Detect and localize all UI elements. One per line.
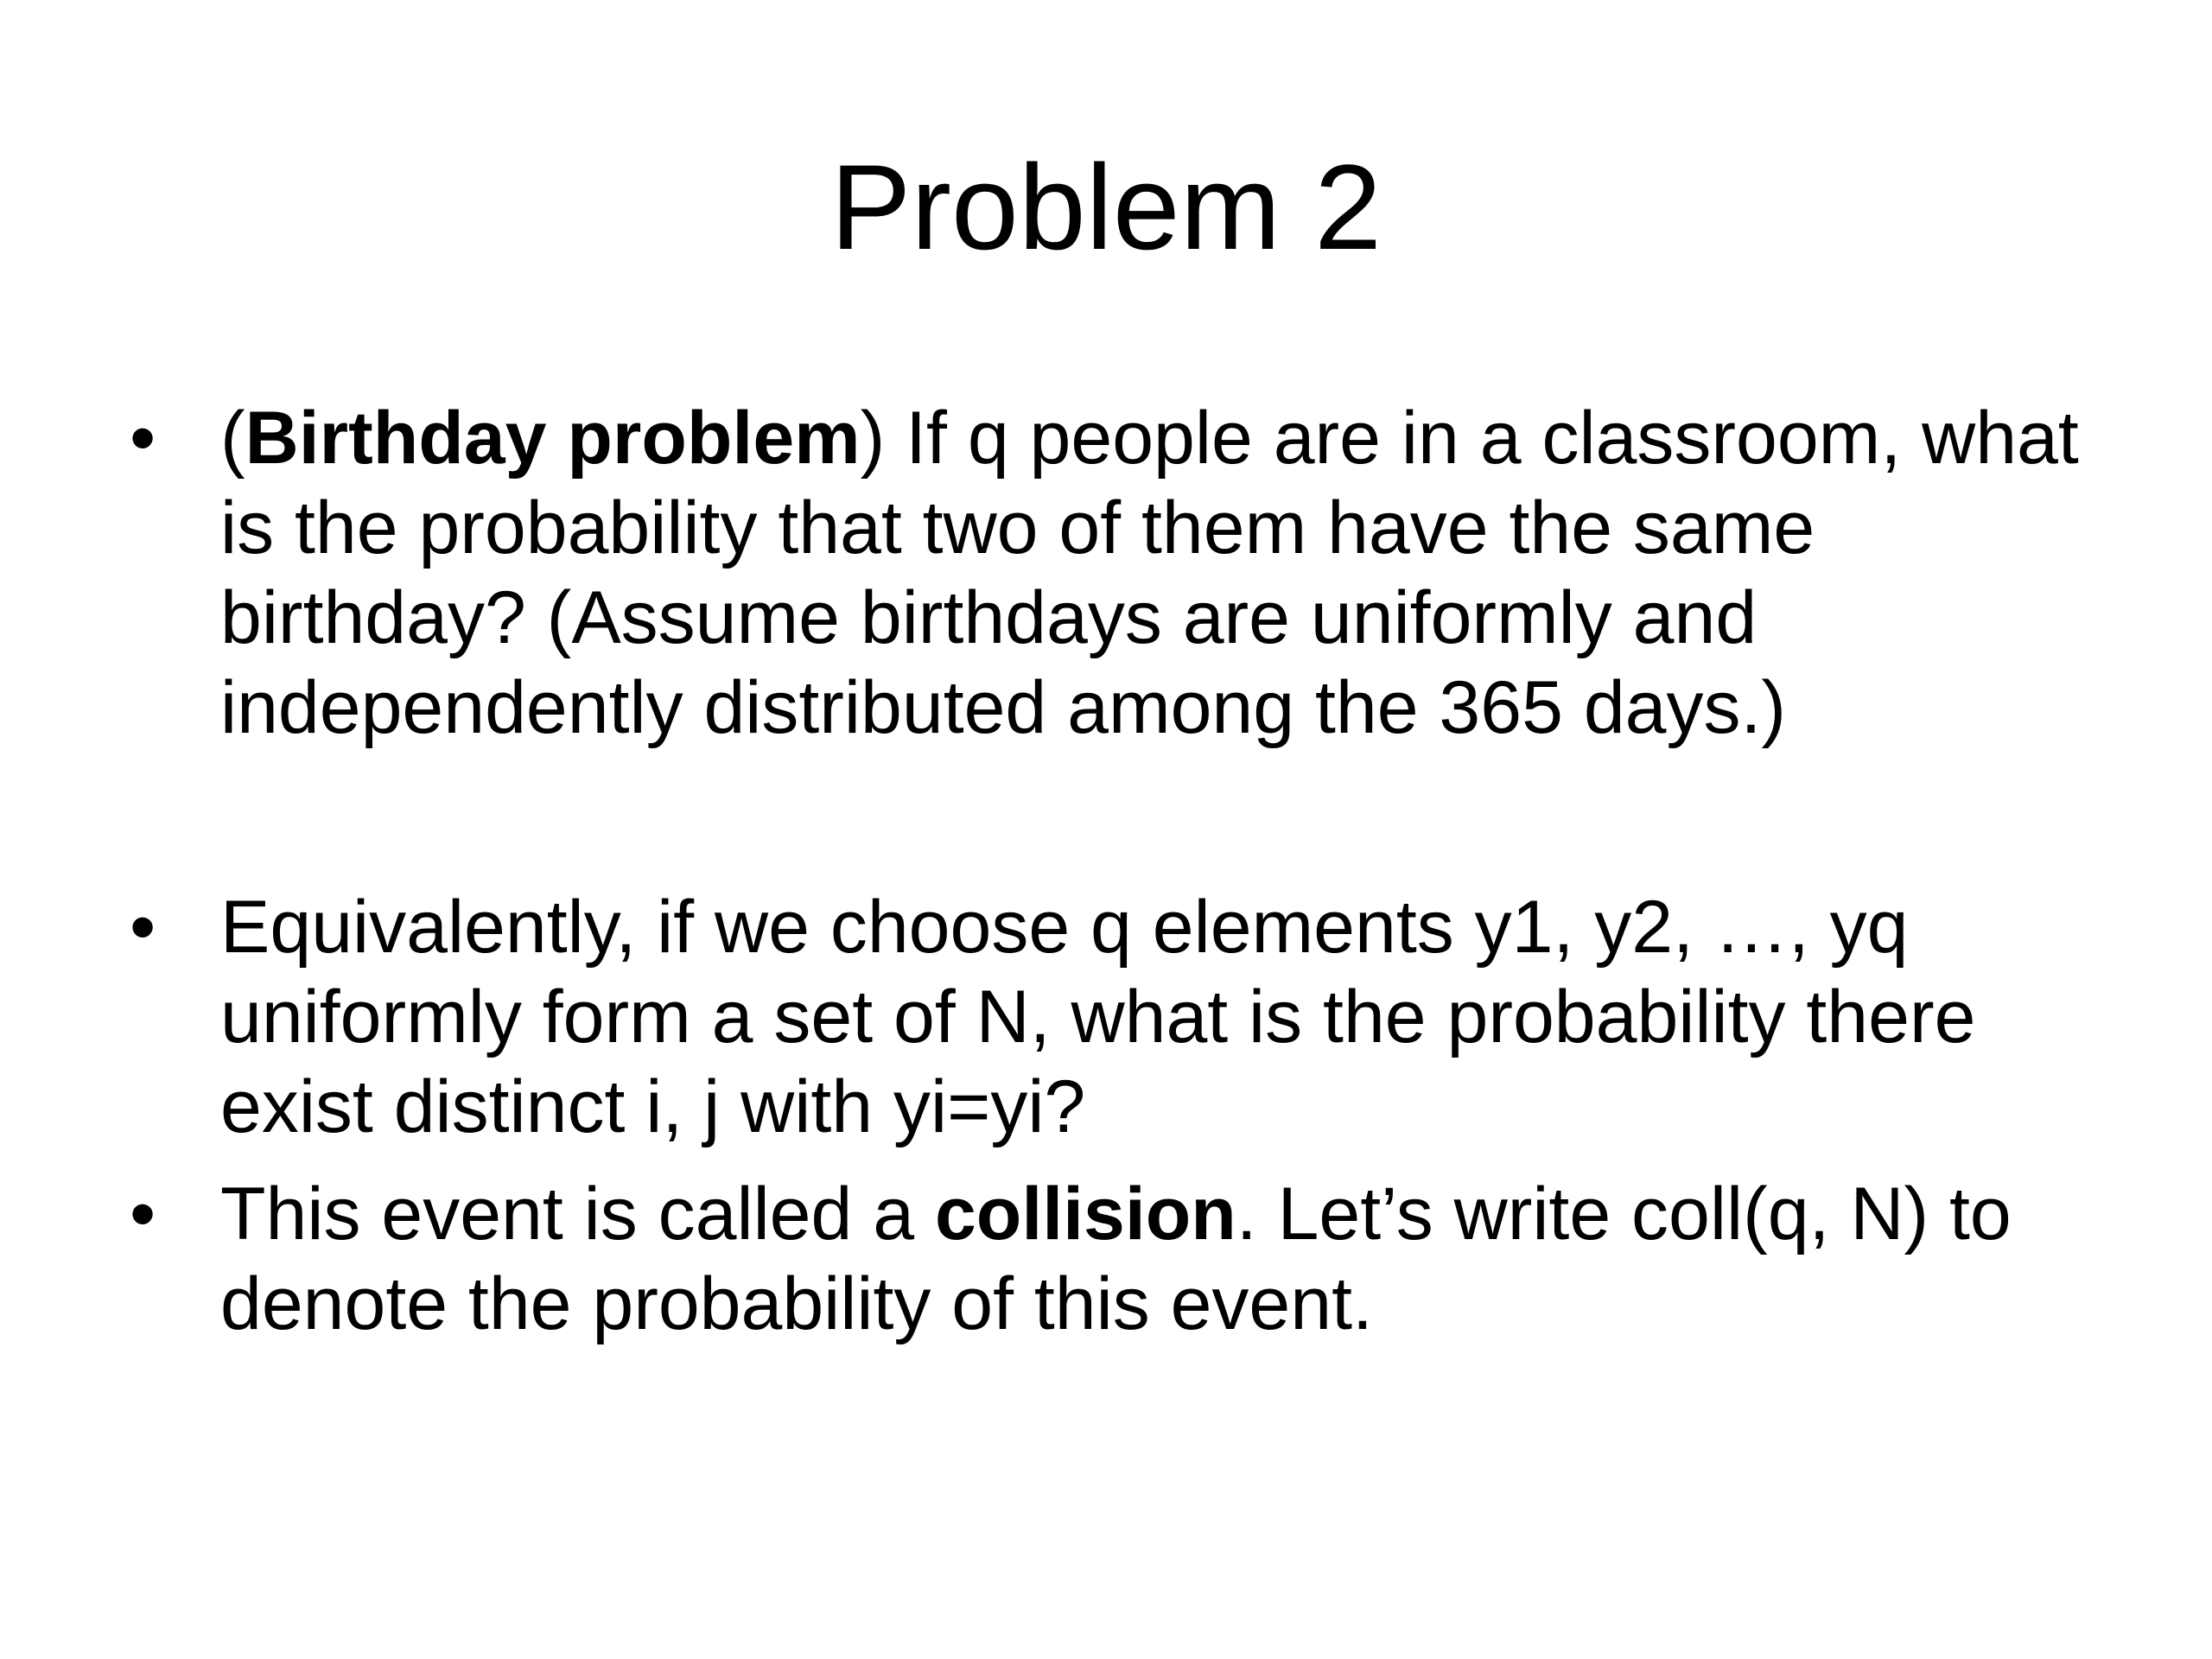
- bullet-prefix: (: [220, 397, 245, 480]
- slide-title: Problem 2: [830, 139, 1382, 275]
- bullet-birthday-problem: [125, 393, 2139, 753]
- bullet-dot-icon: •: [130, 1173, 156, 1255]
- bold-term: collision: [934, 1173, 1236, 1255]
- bullet-text: [220, 393, 2139, 753]
- bullet-body: ) If q people are in a classroom, what is the probability that two of them have the same birthday? (Assume birthdays are uniformly and independently distributed among the 365 days.): [220, 397, 2079, 749]
- bullet-prefix: This event is called a: [220, 1173, 935, 1255]
- bold-term: Birthday problem: [245, 397, 861, 480]
- bullet-text: [220, 1169, 2139, 1349]
- bullet-dot-icon: •: [130, 886, 156, 969]
- bullet-equivalent-formulation: [125, 882, 2139, 1152]
- bullet-body: Equivalently, if we choose q elements y1, y2, …, yq uniformly form a set of N, what is the probability there exist distinct i, j with yi=yi?: [220, 886, 1976, 1148]
- bullet-body: . Let’s write coll(q, N) to denote the probability of this event.: [220, 1173, 2012, 1345]
- bullet-collision-definition: [125, 1169, 2139, 1349]
- bullet-dot-icon: •: [130, 397, 156, 480]
- bullet-list: [125, 393, 2139, 1349]
